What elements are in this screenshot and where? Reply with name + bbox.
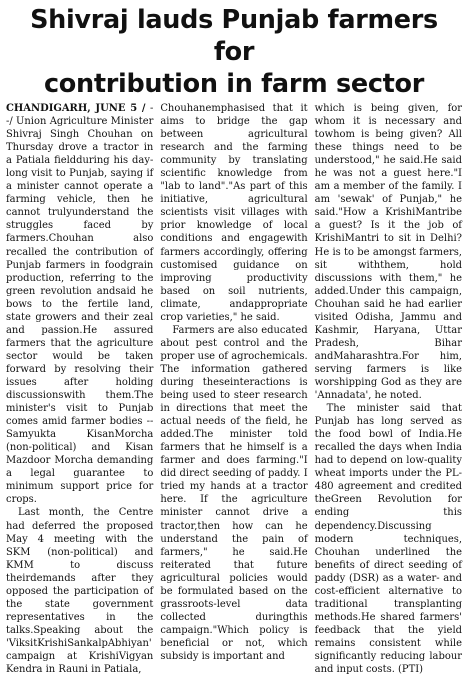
headline-line-2: contribution in farm sector xyxy=(43,69,425,99)
article-column-1 xyxy=(6,102,153,676)
paragraph: which is being given, for whom it is necessary and towhom is being given? All these things need to be understood," he said.He said he was not a guest here."I am a member of the family. I am 'sewak' of Punjab," he said."How a KrishiMantribe a guest? Is it the job of KrishiMantri to sit in Delhi? He is to be amongst farmers, sit withthem, hold discussions with them," he added.Under this campaign, Chouhan said he had earlier visited Odisha, Jammu and Kashmir, Haryana, Uttar Pradesh, Bihar andMaharashtra.For him, serving farmers is like worshipping God as they are 'Annadata', he noted. xyxy=(314,103,462,402)
paragraph: Last month, the Centre had deferred the proposed May 4 meeting with the SKM (non-political) and KMM to discuss theirdemands after they opposed the participation of the state government representatives in the talks.Speaking about the 'ViksitKrishiSankalpAbhiyan' campaign at KrishiVigyan Kendra in Rauni in Patiala, xyxy=(6,507,154,676)
article-column-3 xyxy=(315,102,462,676)
paragraph-text: --/ Union Agriculture Minister Shivraj Singh Chouhan on Thursday drove a tractor in a Patiala fieldduring his day-long visit to Punjab, saying if a minister cannot operate a farming vehicle, then he cannot trulyunderstand the struggles faced by farmers.Chouhan also recalled the contribution of Punjab farmers in foodgrain production, referring to the green revolution andsaid he bows to the fertile land, state growers and their zeal and passion.He assured farmers that the agriculture sector would be taken forward by resolving their issues after holding discussionswith them.The minister's visit to Punjab comes amid farmer bodies -- Samyukta KisanMorcha (non-political) and Kisan Mazdoor Morcha demanding a legal guarantee to minimum support price for crops. xyxy=(6,103,154,506)
headline xyxy=(6,4,462,100)
paragraph: Chouhanemphasised that it aims to bridge the gap between agricultural research and the farming community by translating scientific knowledge from "lab to land"."As part of this initiative, agricultural scientists visit villages with prior knowledge of local conditions and engagewith farmers accordingly, offering customised guidance on improving productivity based on soil nutrients, climate, andappropriate crop varieties," he said. xyxy=(160,103,308,323)
dateline: CHANDIGARH, JUNE 5 / xyxy=(6,103,146,114)
article-body xyxy=(6,102,462,676)
paragraph: Farmers are also educated about pest control and the proper use of agrochemicals. The information gathered during theseinteractions is being used to steer research in directions that meet the actual needs of the field, he added.The minister told farmers that he himself is a farmer and does farming."I did direct seeding of paddy. I tried my hands at a tractor here. If the agriculture minister cannot drive a tractor,then how can he understand the pain of farmers," he said.He reiterated that future agricultural policies would be formulated based on the grassroots-level data collected duringthis campaign."Which policy is beneficial or not, which subsidy is important and xyxy=(160,324,308,662)
paragraph: The minister said that Punjab has long served as the food bowl of India.He recalled the days when India had to depend on low-quality wheat imports under the PL-480 agreement and credited theGreen Revolution for ending this dependency.Discussing modern techniques, Chouhan underlined the benefits of direct seeding of paddy (DSR) as a water- and cost-efficient alternative to traditional transplanting methods.He shared farmers' feedback that the yield remains consistent while significantly reducing labour and input costs. (PTI) xyxy=(314,403,462,676)
article-column-2 xyxy=(160,102,307,676)
headline-line-1: Shivraj lauds Punjab farmers for xyxy=(30,5,438,67)
paragraph xyxy=(6,102,153,506)
